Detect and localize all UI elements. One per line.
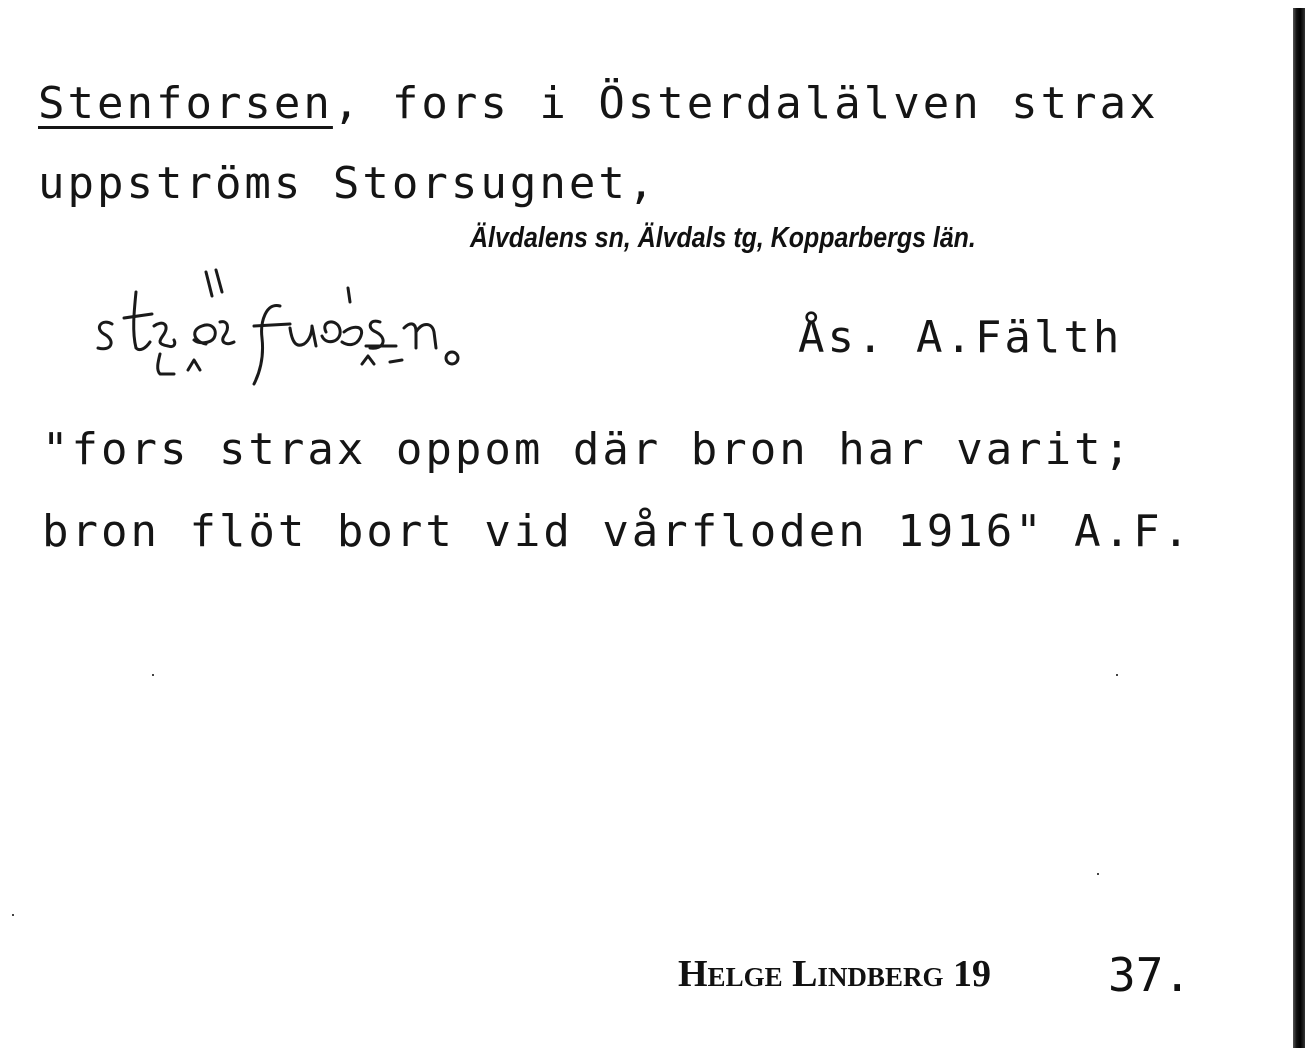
parish-stamp: Älvdalens sn, Älvdals tg, Kopparbergs län. bbox=[470, 222, 976, 254]
year-suffix: 37. bbox=[1108, 948, 1192, 1002]
card-edge-shadow bbox=[1293, 8, 1305, 1048]
quote-line-1: "fors strax oppom där bron har varit; bbox=[42, 424, 1134, 475]
entry-line-1-rest: , fors i Österdalälven strax bbox=[332, 78, 1159, 129]
collector-stamp: Helge Lindberg 19 bbox=[678, 953, 991, 995]
paper-speck bbox=[1116, 674, 1118, 676]
quote-line-2: bron flöt bort vid vårfloden 1916" A.F. bbox=[42, 506, 1193, 557]
paper-speck bbox=[1097, 873, 1099, 875]
informant-name: Ås. A.Fälth bbox=[798, 312, 1123, 363]
headword: Stenforsen bbox=[38, 78, 333, 129]
phonetic-transcription-handwriting bbox=[90, 262, 510, 392]
paper-speck bbox=[152, 674, 154, 676]
entry-line-2: uppströms Storsugnet, bbox=[38, 158, 658, 209]
entry-line-1 bbox=[38, 78, 1159, 129]
paper-speck bbox=[12, 914, 14, 916]
